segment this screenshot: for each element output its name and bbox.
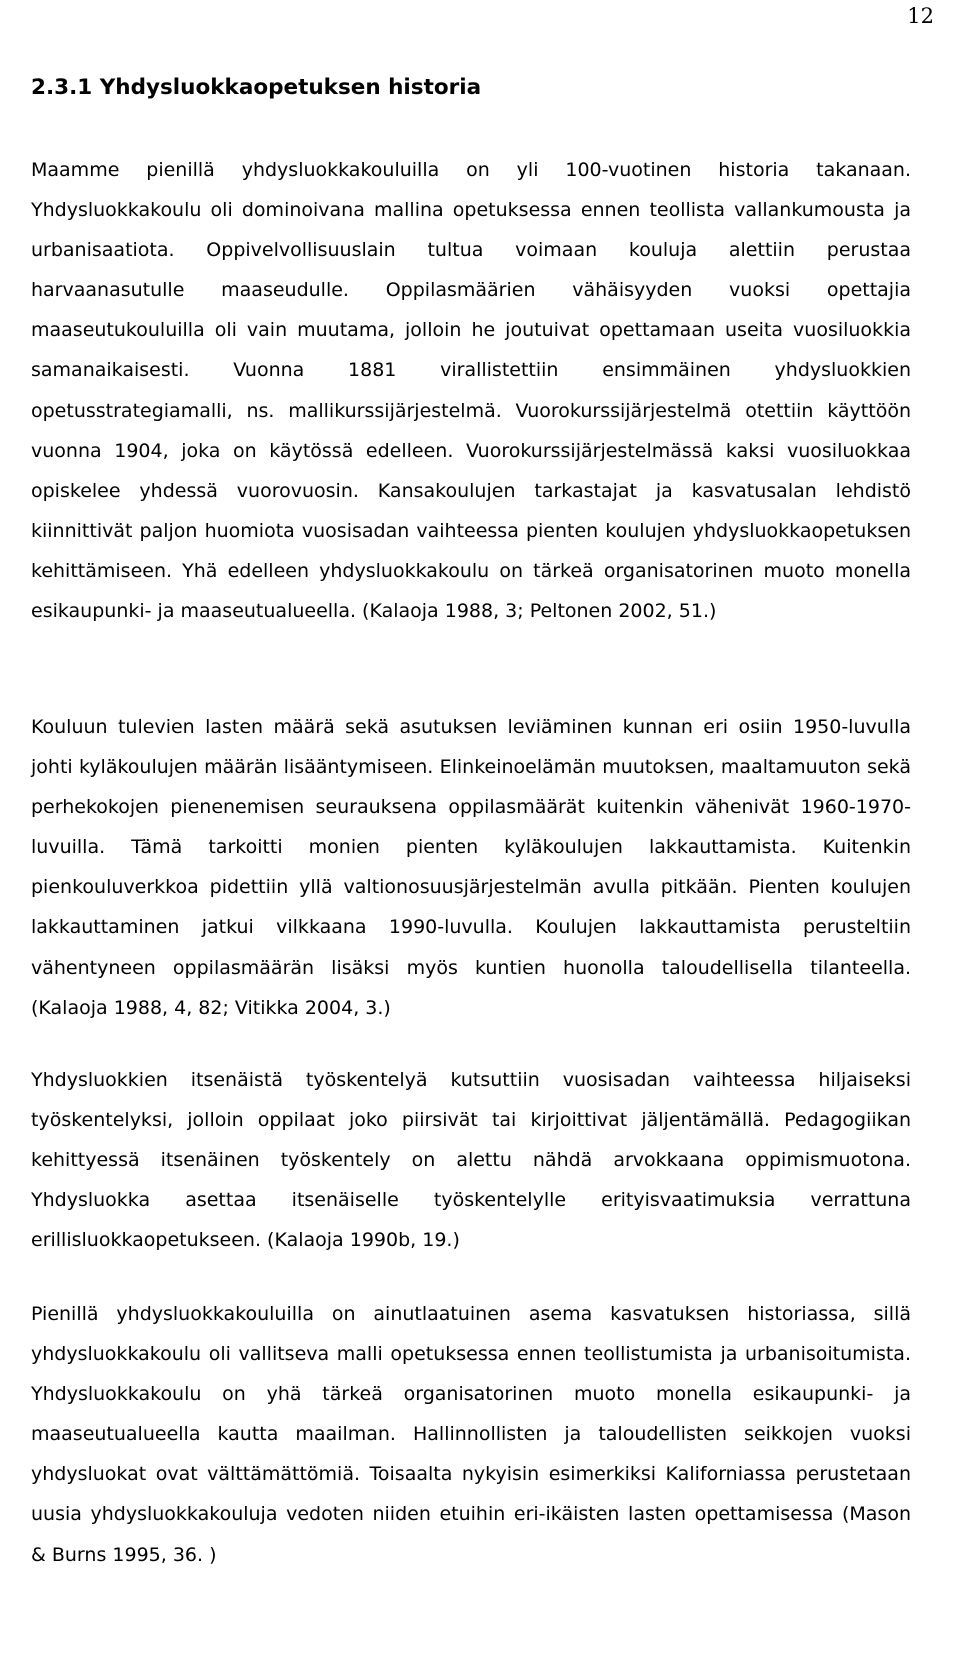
paragraph-history: Maamme pienillä yhdysluokkakouluilla on yli 100-vuotinen historia takanaan. Yhdysluokkakoulu oli dominoivana mallina opetuksessa ennen teollista vallankumousta ja urbanisaatiota. Oppivelvollisuuslain tultua voimaan kouluja alettiin perustaa harvaanasutulle maaseudulle. Oppilasmäärien vähäisyyden vuoksi opettajia maaseutukouluilla oli vain muutama, jolloin he joutuivat opettamaan useita vuosiluokkia samanaikaisesti. Vuonna 1881 virallistettiin ensimmäinen yhdysluokkien opetusstrategiamalli, ns. mallikurssijärjestelmä. Vuorokurssijärjestelmä otettiin käyttöön vuonna 1904, joka on käytössä edelleen. Vuorokurssijärjestelmässä kaksi vuosiluokkaa opiskelee yhdessä vuorovuosin. Kansakoulujen tarkastajat ja kasvatusalan lehdistö kiinnittivät paljon huomiota vuosisadan vaihteessa pienten koulujen yhdysluokkaopetuksen kehittämiseen. Yhä edelleen yhdysluokkakoulu on tärkeä organisatorinen muoto monella esikaupunki- ja maaseutualueella. (Kalaoja 1988, 3; Peltonen 2002, 51.)	[31, 159, 911, 623]
section-heading: 2.3.1 Yhdysluokkaopetuksen historia	[31, 75, 482, 100]
paragraph-independent-work: Yhdysluokkien itsenäistä työskentelyä kutsuttiin vuosisadan vaihteessa hiljaiseksi työskentelyksi, jolloin oppilaat joko piirsivät tai kirjoittivat jäljentämällä. Pedagogiikan kehittyessä itsenäinen työskentely on alettu nähdä arvokkaana oppimismuotona. Yhdysluokka asettaa itsenäiselle työskentelylle erityisvaatimuksia verrattuna erillisluokkaopetukseen. (Kalaoja 1990b, 19.)	[31, 1069, 911, 1252]
paragraph-school-closures: Kouluun tulevien lasten määrä sekä asutuksen leviäminen kunnan eri osiin 1950-luvulla johti kyläkoulujen määrän lisääntymiseen. Elinkeinoelämän muutoksen, maaltamuuton sekä perhekokojen pienenemisen seurauksena oppilasmäärät kuitenkin vähenivät 1960-1970-luvuilla. Tämä tarkoitti monien pienten kyläkoulujen lakkauttamista. Kuitenkin pienkouluverkkoa pidettiin yllä valtionosuusjärjestelmän avulla pitkään. Pienten koulujen lakkauttaminen jatkui vilkkaana 1990-luvulla. Koulujen lakkauttamista perusteltiin vähentyneen oppilasmäärän lisäksi myös kuntien huonolla taloudellisella tilanteella. (Kalaoja 1988, 4, 82; Vitikka 2004, 3.)	[31, 716, 911, 1019]
page-number: 12	[907, 4, 934, 28]
paragraph-unique-position: Pienillä yhdysluokkakouluilla on ainutlaatuinen asema kasvatuksen historiassa, sillä yhdysluokkakoulu oli vallitseva malli opetuksessa ennen teollistumista ja urbanisoitumista. Yhdysluokkakoulu on yhä tärkeä organisatorinen muoto monella esikaupunki- ja maaseutualueella kautta maailman. Hallinnollisten ja taloudellisten seikkojen vuoksi yhdysluokat ovat välttämättömiä. Toisaalta nykyisin esimerkiksi Kaliforniassa perustetaan uusia yhdysluokkakouluja vedoten niiden etuihin eri-ikäisten lasten opettamisessa (Mason & Burns 1995, 36. )	[31, 1303, 911, 1566]
